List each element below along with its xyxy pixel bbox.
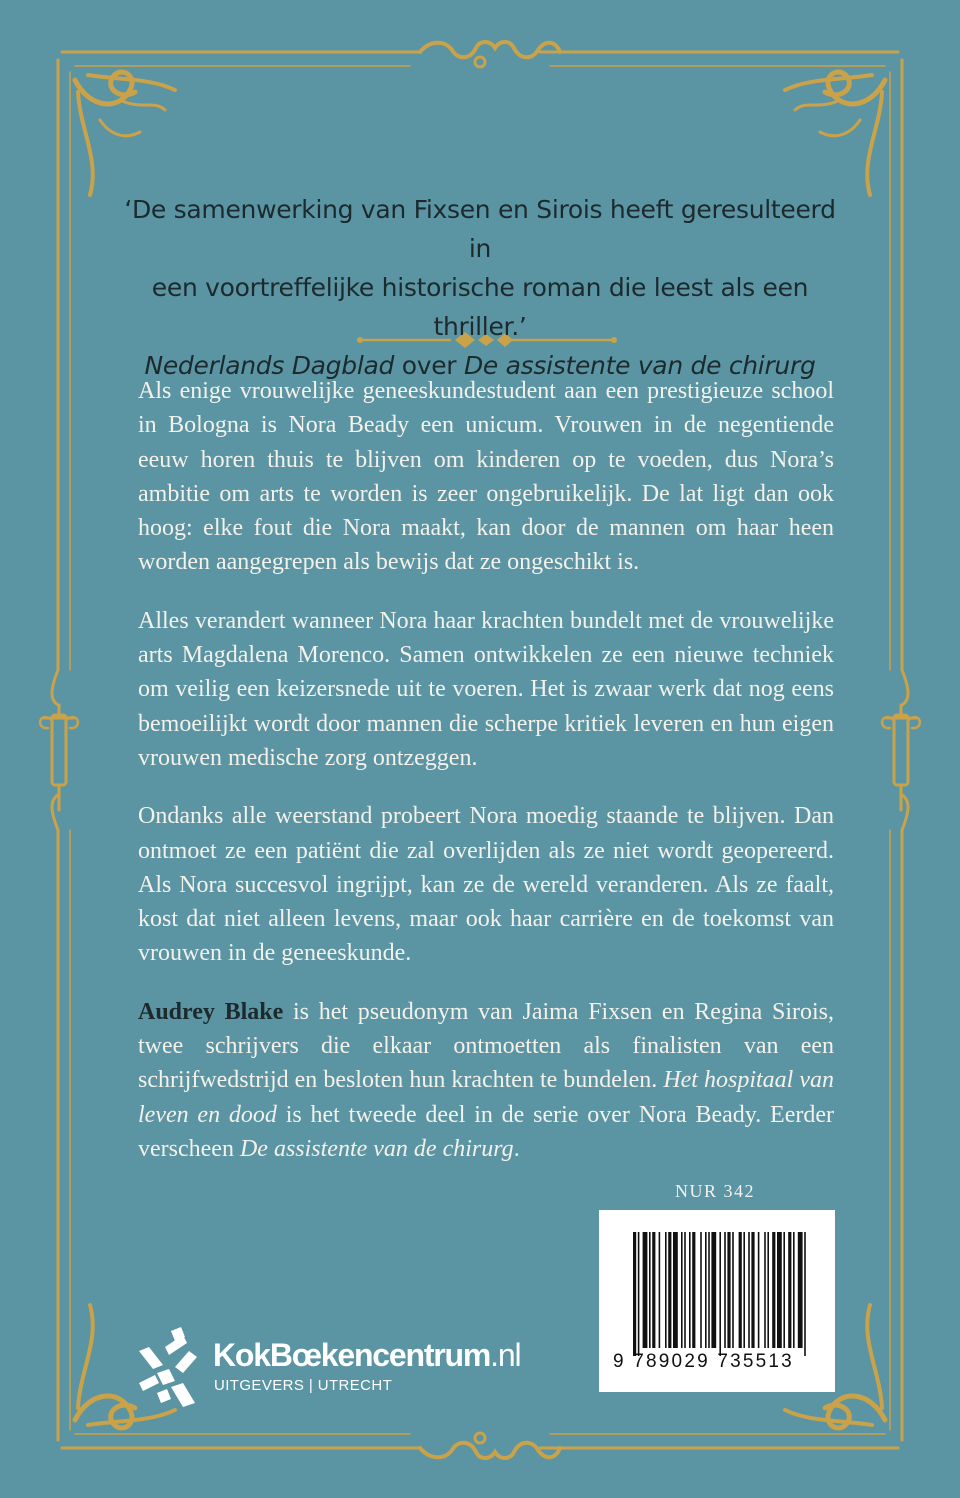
author-bio <box>138 995 834 1166</box>
author-bio-text-1: is het pseudonym van Jaima Fixsen en Regina Sirois, twee schrijvers die elkaar ontmoetten als finalisten van een schrijfwedstrijd en besloten hun krachten te bundelen. <box>138 998 835 1094</box>
barcode-bar <box>758 1232 760 1348</box>
barcode-bar <box>739 1232 742 1348</box>
barcode-bar <box>724 1232 726 1348</box>
barcode-bar <box>659 1232 661 1348</box>
isbn-barcode <box>599 1210 835 1392</box>
quote-source-newspaper: Nederlands Dagblad <box>144 351 395 380</box>
publisher-name-main: KokBœkencentrum <box>213 1337 491 1373</box>
barcode-bar <box>673 1232 678 1348</box>
quote-line-2: een voortreffelijke historische roman die leest als een thriller.’ <box>151 273 809 341</box>
barcode-bar <box>804 1232 806 1356</box>
barcode-bar <box>798 1232 803 1348</box>
barcode-bar <box>665 1232 667 1348</box>
author-bio-text-3: . <box>513 1135 520 1162</box>
barcode-bar <box>649 1232 651 1348</box>
review-quote <box>120 190 840 385</box>
barcode-bar <box>681 1232 683 1348</box>
barcode-bar <box>705 1232 707 1348</box>
publisher-name <box>213 1337 520 1374</box>
barcode-bar <box>748 1232 750 1348</box>
barcode-bar <box>772 1232 775 1348</box>
barcode-bar <box>652 1232 655 1348</box>
asterisk-x-icon <box>135 1325 205 1415</box>
nur-code: NUR 342 <box>675 1181 756 1201</box>
barcode-bar <box>767 1232 769 1348</box>
quote-source-over: over <box>401 351 457 380</box>
isbn-digits: 9 789029 735513 <box>613 1351 794 1372</box>
author-bio-book-1: Het hospitaal van leven en dood <box>138 1067 834 1128</box>
barcode-bar <box>692 1232 695 1348</box>
author-bio-text-2: is het tweede deel in de serie over Nora Beady. Eerder verscheen <box>138 1101 834 1162</box>
author-name: Audrey Blake <box>138 998 284 1025</box>
barcode-bar <box>793 1232 795 1348</box>
barcode-bar <box>732 1232 734 1348</box>
publisher-subtitle: UITGEVERS | UTRECHT <box>214 1377 393 1394</box>
barcode-bar <box>684 1232 686 1348</box>
blurb-paragraph-2: Alles verandert wanneer Nora haar krachten bundelt met de vrouwelijke arts Magdalena Morenco. Samen ontwikkelen ze een nieuwe techniek om veilig een keizersnede uit te voeren. Het is zwaar werk dat nog eens bemoeilijkt wordt door mannen die scherpe kritiek leveren en hun eigen vrouwen medische zorg ontzeggen. <box>138 607 834 771</box>
author-bio-book-2: De assistente van de chirurg <box>239 1135 514 1162</box>
barcode-bar <box>777 1232 782 1348</box>
barcode-bar <box>668 1232 671 1348</box>
barcode-bar <box>700 1232 702 1348</box>
barcode-bar <box>643 1232 648 1348</box>
barcode-bar <box>788 1232 791 1348</box>
blurb-text <box>138 374 834 1190</box>
barcode-bar <box>764 1232 766 1348</box>
blurb-paragraph-3: Ondanks alle weerstand probeert Nora moedig staande te blijven. Dan ontmoet ze een patiënt die zal overlijden als ze niet wordt geopereerd. Als Nora succesvol ingrijpt, kan ze de wereld veranderen. Als ze faalt, kost dat niet alleen levens, maar ook haar carrière en de toekomst van vrouwen in de geneeskunde. <box>138 803 834 967</box>
barcode-bar <box>711 1232 716 1348</box>
quote-source-book: De assistente van de chirurg <box>463 351 816 380</box>
publisher-name-suffix: .nl <box>490 1337 521 1373</box>
quote-line-1: ‘De samenwerking van Fixsen en Sirois heeft geresulteerd in <box>124 195 836 263</box>
barcode-bar <box>751 1232 754 1348</box>
barcode-bar <box>743 1232 745 1348</box>
barcode-bar <box>689 1232 691 1348</box>
barcode-bar <box>708 1232 710 1348</box>
publisher-logo <box>135 1325 555 1415</box>
barcode-bar <box>719 1232 721 1356</box>
barcode-bar <box>727 1232 730 1348</box>
barcode-bar <box>783 1232 785 1348</box>
barcode-bar <box>633 1232 636 1356</box>
blurb-paragraph-1: Als enige vrouwelijke geneeskundestudent aan een prestigieuze school in Bologna is Nora Beady een unicum. Vrouwen in de negentiende eeuw horen thuis te blijven om kinderen op te voeden, dus Nora’s ambitie om arts te worden is zeer ongebruikelijk. De lat ligt dan ook hoog: elke fout die Nora maakt, kan door de mannen om haar heen worden aangegrepen als bewijs dat ze ongeschikt is. <box>138 378 834 576</box>
barcode-bar <box>638 1232 640 1356</box>
